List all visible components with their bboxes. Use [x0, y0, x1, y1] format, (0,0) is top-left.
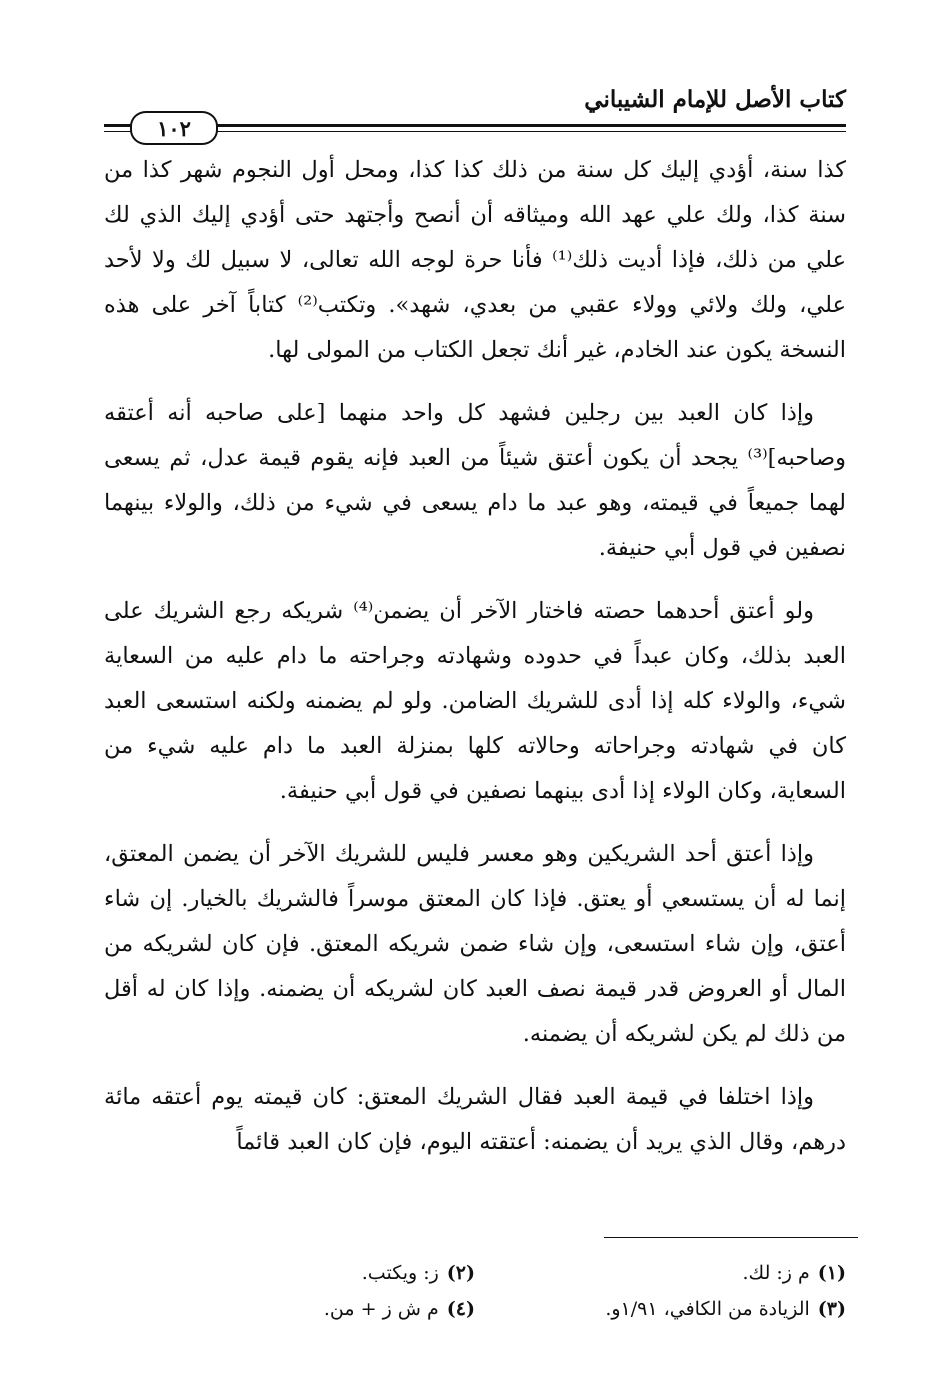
footnote-mark: (٢): [446, 1262, 475, 1284]
footnote-text: م ش ز + من.: [323, 1298, 439, 1320]
main-text: [104, 148, 846, 1183]
running-header-title: كتاب الأصل للإمام الشيباني: [584, 86, 846, 113]
paragraph: وإذا أعتق أحد الشريكين وهو معسر فليس للشريك الآخر أن يضمن المعتق، إنما له أن يستسعي أو يعتق. فإذا كان المعتق موسراً فالشريك بالخيار. إن شاء أعتق، وإن شاء استسعى، وإن شاء ضمن شريكه المعتق. فإن كان لشريكه من المال أو العروض قدر قيمة نصف العبد كان لشريكه أن يضمنه. وإذا كان له أقل من ذلك لم يكن لشريكه أن يضمنه.: [104, 841, 846, 1047]
footnote-mark: (٣): [817, 1298, 846, 1320]
footnote-mark: (١): [817, 1262, 846, 1284]
paragraph: وإذا كان العبد بين رجلين فشهد كل واحد منهما [على صاحبه أنه أعتقه وصاحبه]⁽³⁾ يجحد أن يكون أعتق شيئاً من العبد فإنه يقوم قيمة عدل، ثم يسعى لهما جميعاً في قيمته، وهو عبد ما دام يسعى في شيء من ذلك، والولاء بينهما نصفين في قول أبي حنيفة.: [104, 400, 846, 561]
footnote-text: ز: ويكتب.: [361, 1262, 439, 1284]
page-number: ١٠٢: [130, 111, 218, 145]
footnote-text: م ز: لك.: [742, 1262, 810, 1284]
footnote-text: الزيادة من الكافي، ١/٩١و.: [605, 1298, 810, 1320]
footnotes: [104, 1255, 846, 1327]
paragraph: وإذا اختلفا في قيمة العبد فقال الشريك المعتق: كان قيمته يوم أعتقه مائة درهم، وقال الذي يريد أن يضمنه: أعتقته اليوم، فإن كان العبد قائماً: [104, 1084, 846, 1155]
footnote: [475, 1291, 846, 1327]
footnote: [104, 1255, 475, 1291]
paragraph: ولو أعتق أحدهما حصته فاختار الآخر أن يضمن⁽⁴⁾ شريكه رجع الشريك على العبد بذلك، وكان عبداً في حدوده وشهادته وجراحته ما دام عليه من السعاية شيء، والولاء كله إذا أدى للشريك الضامن. ولو لم يضمنه ولكنه استسعى العبد كان في شهادته وجراحاته وحالاته كلها بمنزلة العبد ما دام عليه شيء من السعاية، وكان الولاء إذا أدى بينهما نصفين في قول أبي حنيفة.: [104, 598, 846, 804]
footnote-separator: [604, 1237, 858, 1238]
footnote: [104, 1291, 475, 1327]
paragraph: كذا سنة، أؤدي إليك كل سنة من ذلك كذا كذا، ومحل أول النجوم شهر كذا من سنة كذا، ولك علي عهد الله وميثاقه أن أنصح وأجتهد حتى أؤدي إليك الذي لك علي من ذلك، فإذا أديت ذلك⁽¹⁾ فأنا حرة لوجه الله تعالى، لا سبيل لك ولا لأحد علي، ولك ولائي وولاء عقبي من بعدي، شهد». وتكتب⁽²⁾ كتاباً آخر على هذه النسخة يكون عند الخادم، غير أنك تجعل الكتاب من المولى لها.: [104, 157, 847, 363]
footnote: [475, 1255, 846, 1291]
footnote-mark: (٤): [446, 1298, 475, 1320]
